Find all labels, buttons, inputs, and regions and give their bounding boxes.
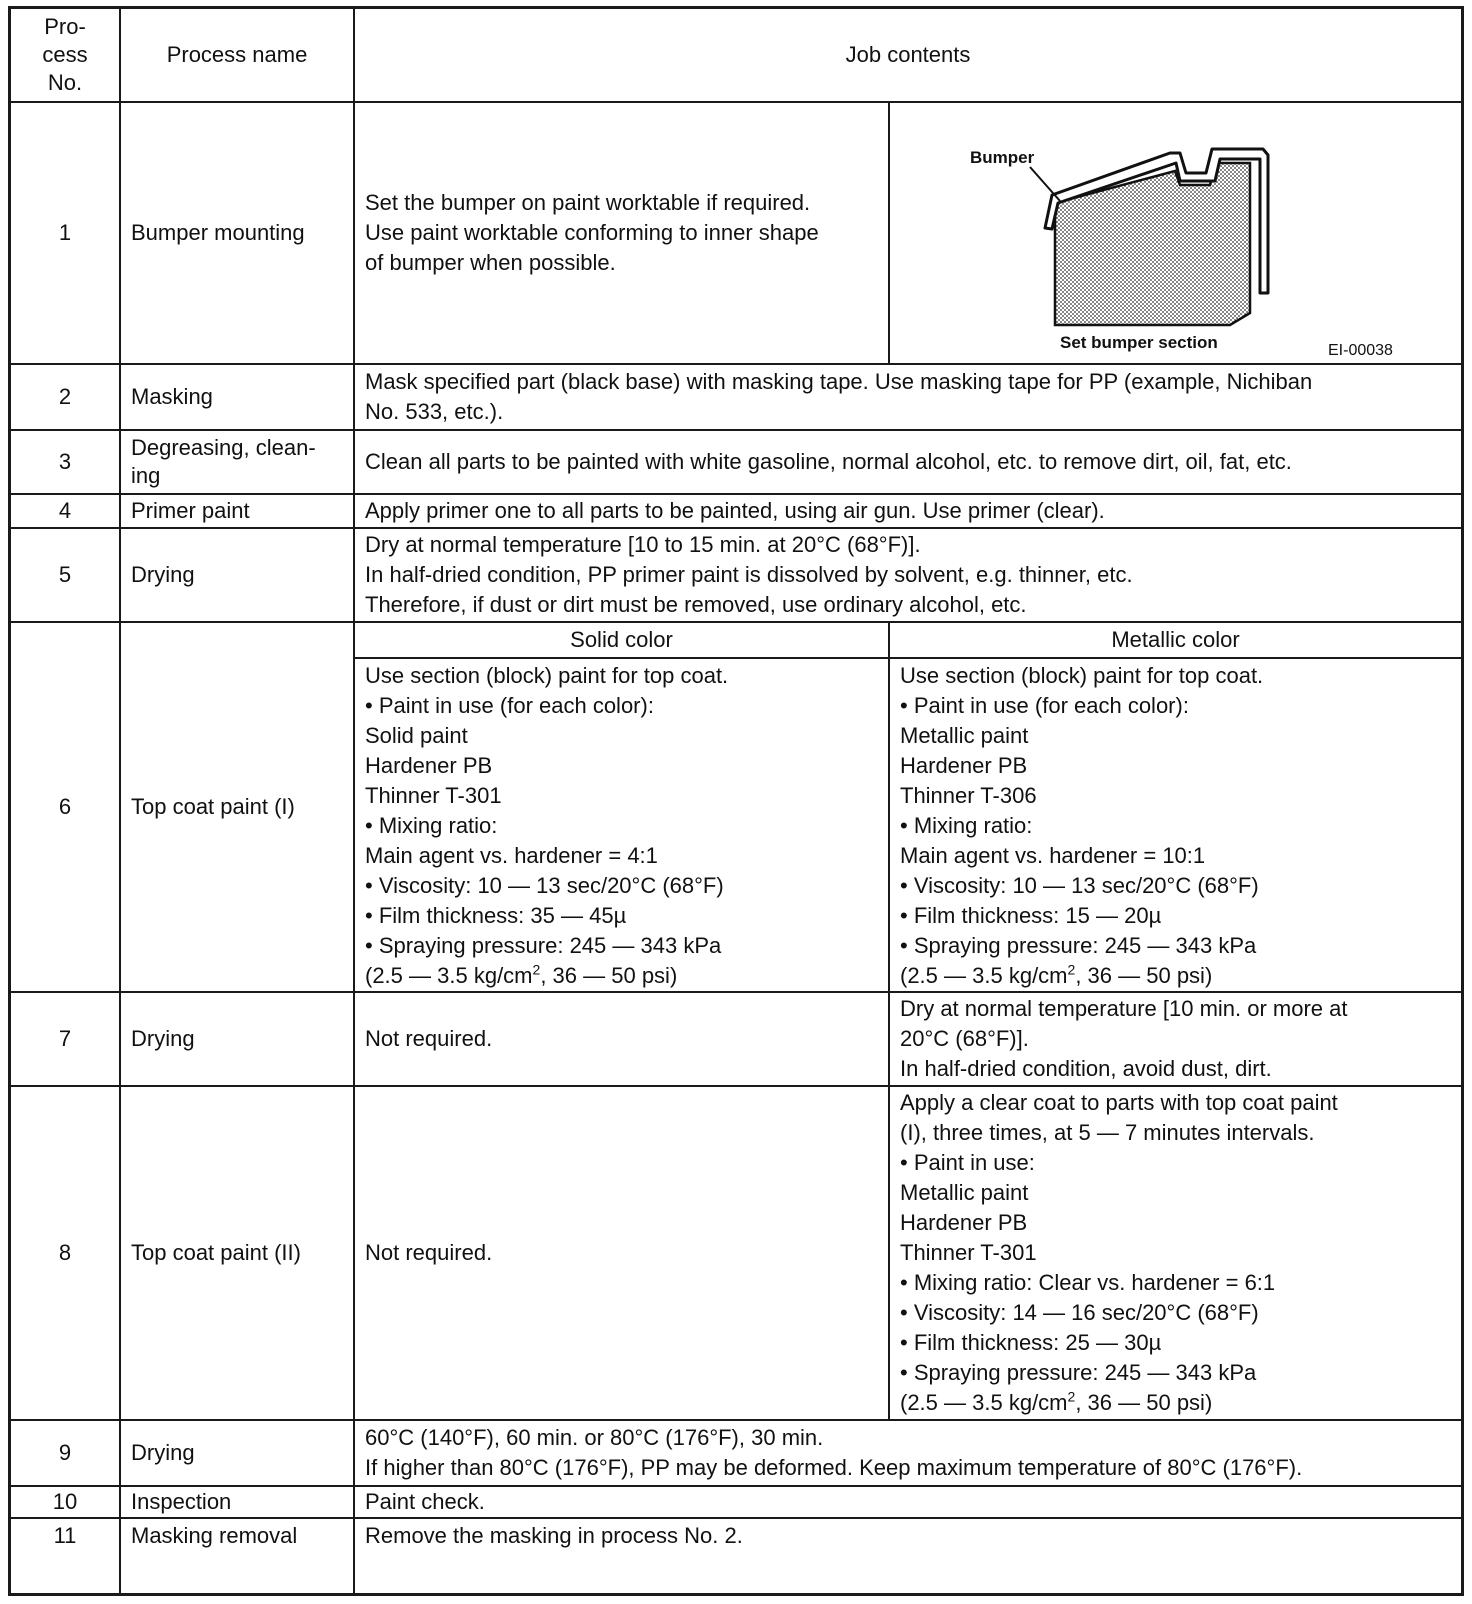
metallic-color-header <box>890 623 1461 657</box>
row-5-job <box>355 529 1461 621</box>
job-line: • Spraying pressure: 245 — 343 kPa <box>900 1360 1257 1385</box>
pressure-units-text: , 36 — 50 psi) <box>540 963 678 988</box>
job-line: Thinner T-301 <box>900 1240 1037 1265</box>
row-11-no <box>11 1519 119 1593</box>
header-process-no <box>11 9 119 101</box>
row-4-name <box>121 495 353 527</box>
solid-color-header <box>355 623 888 657</box>
pressure-units-text: , 36 — 50 psi) <box>1075 963 1213 988</box>
row-8-no <box>11 1087 119 1419</box>
job-line: • Paint in use: <box>900 1150 1035 1175</box>
row-3-job <box>355 431 1461 493</box>
pressure-units-text: (2.5 — 3.5 kg/cm <box>365 963 533 988</box>
row-7-solid <box>355 993 888 1085</box>
row-7-no <box>11 993 119 1085</box>
row-1-job <box>355 103 888 363</box>
job-line: Apply primer one to all parts to be painted, using air gun. Use primer (clear). <box>365 498 1105 523</box>
job-line: Dry at normal temperature [10 to 15 min. at 20°C (68°F)]. <box>365 532 921 557</box>
row-9-name <box>121 1421 353 1485</box>
job-line: Solid paint <box>365 723 468 748</box>
process-number: 10 <box>52 1489 78 1514</box>
job-line: Main agent vs. hardener = 4:1 <box>365 843 658 868</box>
row-5-name <box>121 529 353 621</box>
process-name: Drying <box>131 562 195 587</box>
job-line: (I), three times, at 5 — 7 minutes intervals. <box>900 1120 1315 1145</box>
row-8-metallic <box>890 1087 1461 1419</box>
job-line: Thinner T-301 <box>365 783 502 808</box>
job-line: Thinner T-306 <box>900 783 1037 808</box>
bumper-label: Bumper <box>970 148 1035 167</box>
row-9-job <box>355 1421 1461 1485</box>
job-line: • Spraying pressure: 245 — 343 kPa <box>365 933 722 958</box>
process-name: Masking <box>131 384 213 409</box>
row-10-job <box>355 1487 1461 1517</box>
process-name: Primer paint <box>131 498 250 523</box>
header-process-no-line: No. <box>47 70 83 95</box>
job-line: • Viscosity: 14 — 16 sec/20°C (68°F) <box>900 1300 1259 1325</box>
process-name: Drying <box>131 1026 195 1051</box>
row-6-metallic <box>890 659 1461 991</box>
process-name: Top coat paint (II) <box>131 1240 301 1265</box>
header-process-no-line: cess <box>42 42 88 67</box>
row-7-metallic <box>890 993 1461 1085</box>
job-line: of bumper when possible. <box>365 250 616 275</box>
job-line: • Mixing ratio: Clear vs. hardener = 6:1 <box>900 1270 1276 1295</box>
superscript: 2 <box>532 961 541 978</box>
job-line: Hardener PB <box>365 753 493 778</box>
job-line: • Spraying pressure: 245 — 343 kPa <box>900 933 1257 958</box>
process-name: Masking removal <box>131 1523 298 1548</box>
process-number: 5 <box>58 562 72 587</box>
job-line: • Mixing ratio: <box>900 813 1033 838</box>
job-line: • Film thickness: 35 — 45µ <box>365 903 627 928</box>
job-line: Hardener PB <box>900 753 1028 778</box>
job-line: Remove the masking in process No. 2. <box>365 1523 743 1548</box>
process-number: 8 <box>58 1240 72 1265</box>
job-line: Set the bumper on paint worktable if required. <box>365 190 811 215</box>
row-2-no <box>11 365 119 429</box>
pressure-units-text: , 36 — 50 psi) <box>1075 1390 1213 1415</box>
row-5-no <box>11 529 119 621</box>
job-line: Not required. <box>365 1240 493 1265</box>
process-number: 11 <box>53 1523 77 1548</box>
job-line: In half-dried condition, avoid dust, dirt. <box>900 1056 1272 1081</box>
row-10-no <box>11 1487 119 1517</box>
row-1-figure <box>890 103 1461 363</box>
row-6-solid <box>355 659 888 991</box>
bumper-leader-line <box>1030 167 1060 201</box>
superscript: 2 <box>1067 961 1076 978</box>
row-2-name <box>121 365 353 429</box>
job-line: Paint check. <box>365 1489 485 1514</box>
job-line: Metallic paint <box>900 1180 1029 1205</box>
job-line: Apply a clear coat to parts with top coat paint <box>900 1090 1338 1115</box>
bumper-section-diagram <box>890 103 1461 363</box>
row-1-no <box>11 103 119 363</box>
header-process-name <box>121 9 353 101</box>
process-name-line: Degreasing, clean- <box>131 435 316 460</box>
job-line: Use paint worktable conforming to inner shape <box>365 220 819 245</box>
process-table <box>8 6 1464 1596</box>
job-line: • Mixing ratio: <box>365 813 498 838</box>
job-line: • Viscosity: 10 — 13 sec/20°C (68°F) <box>365 873 724 898</box>
job-line-pressure-units <box>365 961 677 991</box>
row-4-job <box>355 495 1461 527</box>
job-line: Main agent vs. hardener = 10:1 <box>900 843 1206 868</box>
row-7-name <box>121 993 353 1085</box>
process-number: 7 <box>58 1026 72 1051</box>
process-number: 1 <box>58 220 72 245</box>
job-line: 20°C (68°F)]. <box>900 1026 1029 1051</box>
job-line: 60°C (140°F), 60 min. or 80°C (176°F), 30 min. <box>365 1425 824 1450</box>
process-name: Top coat paint (I) <box>131 794 295 819</box>
pressure-units-text: (2.5 — 3.5 kg/cm <box>900 1390 1068 1415</box>
process-number: 9 <box>58 1440 72 1465</box>
job-line: No. 533, etc.). <box>365 399 504 424</box>
job-line: Hardener PB <box>900 1210 1028 1235</box>
job-line: • Paint in use (for each color): <box>900 693 1189 718</box>
process-name: Bumper mounting <box>131 220 305 245</box>
process-name-line: ing <box>131 463 161 488</box>
job-line: Use section (block) paint for top coat. <box>365 663 729 688</box>
process-name: Inspection <box>131 1489 232 1514</box>
job-line: • Viscosity: 10 — 13 sec/20°C (68°F) <box>900 873 1259 898</box>
row-2-job <box>355 365 1461 429</box>
job-line: Use section (block) paint for top coat. <box>900 663 1264 688</box>
process-number: 2 <box>58 384 72 409</box>
job-line: • Paint in use (for each color): <box>365 693 654 718</box>
row-8-solid <box>355 1087 888 1419</box>
row-4-no <box>11 495 119 527</box>
job-line: Metallic paint <box>900 723 1029 748</box>
process-number: 4 <box>58 498 72 523</box>
row-3-no <box>11 431 119 493</box>
row-6-no <box>11 623 119 991</box>
header-process-name-text: Process name <box>166 42 308 67</box>
header-job-contents-text: Job contents <box>845 42 971 67</box>
job-line: Mask specified part (black base) with masking tape. Use masking tape for PP (example, Nichiban <box>365 369 1313 394</box>
row-3-name <box>121 431 353 493</box>
figure-caption: Set bumper section <box>1060 333 1218 352</box>
job-line-pressure-units <box>900 1388 1212 1418</box>
figure-code: EI-00038 <box>1328 342 1393 359</box>
row-9-no <box>11 1421 119 1485</box>
job-line: If higher than 80°C (176°F), PP may be deformed. Keep maximum temperature of 80°C (176°F). <box>365 1455 1303 1480</box>
metallic-color-header-text: Metallic color <box>1111 627 1240 652</box>
row-11-job <box>355 1519 1461 1593</box>
row-10-name <box>121 1487 353 1517</box>
job-line: • Film thickness: 25 — 30µ <box>900 1330 1162 1355</box>
job-line: In half-dried condition, PP primer paint is dissolved by solvent, e.g. thinner, etc. <box>365 562 1133 587</box>
superscript: 2 <box>1067 1388 1076 1405</box>
process-name: Drying <box>131 1440 195 1465</box>
job-line: Dry at normal temperature [10 min. or more at <box>900 996 1348 1021</box>
job-line-pressure-units <box>900 961 1212 991</box>
job-line: Not required. <box>365 1026 493 1051</box>
job-line: • Film thickness: 15 — 20µ <box>900 903 1162 928</box>
solid-color-header-text: Solid color <box>570 627 673 652</box>
job-line: Therefore, if dust or dirt must be removed, use ordinary alcohol, etc. <box>365 592 1027 617</box>
row-1-name <box>121 103 353 363</box>
process-number: 6 <box>58 794 72 819</box>
pressure-units-text: (2.5 — 3.5 kg/cm <box>900 963 1068 988</box>
row-8-name <box>121 1087 353 1419</box>
row-6-name <box>121 623 353 991</box>
row-11-name <box>121 1519 353 1593</box>
header-job-contents <box>355 9 1461 101</box>
process-number: 3 <box>58 449 72 474</box>
header-process-no-line: Pro- <box>44 14 86 39</box>
job-line: Clean all parts to be painted with white gasoline, normal alcohol, etc. to remove dirt, oil, fat, etc. <box>365 449 1292 474</box>
